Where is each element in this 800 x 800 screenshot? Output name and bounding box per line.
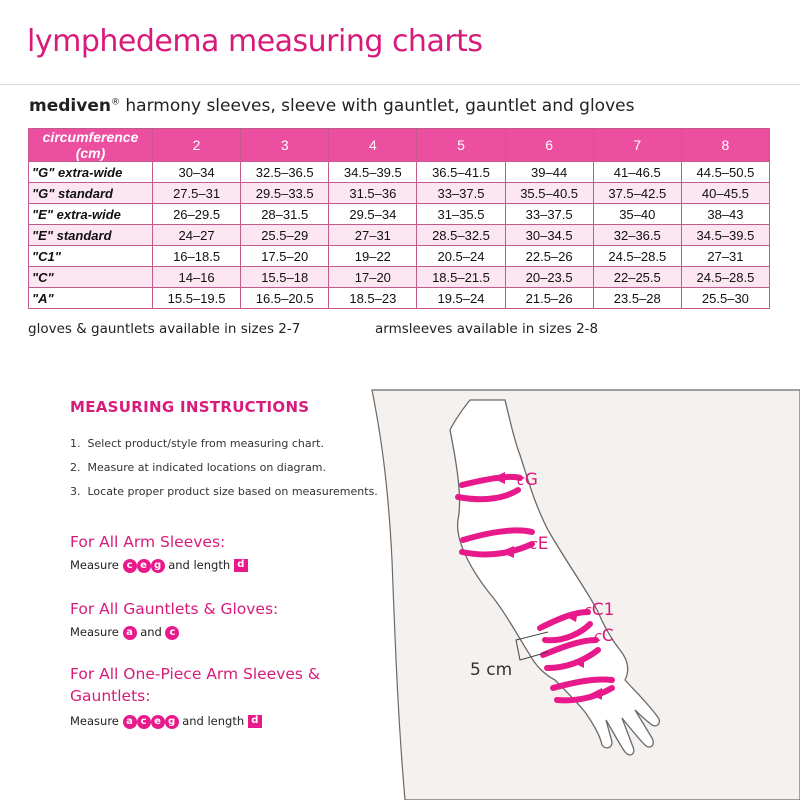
measure-label: Measure <box>70 558 119 572</box>
point-badge: a <box>123 626 137 640</box>
list-item <box>70 485 378 509</box>
header-cell: circumference (cm) <box>29 129 153 162</box>
table-cell: 20.5–24 <box>417 246 505 267</box>
table-cell: 37.5–42.5 <box>593 183 681 204</box>
table-cell: 33–37.5 <box>505 204 593 225</box>
table-cell: 24–27 <box>153 225 241 246</box>
table-cell: 17–20 <box>329 267 417 288</box>
header-cell: 8 <box>681 129 769 162</box>
table-cell: 25.5–30 <box>681 288 769 309</box>
table-header-row <box>29 129 770 162</box>
table-cell: 28–31.5 <box>241 204 329 225</box>
table-cell: 24.5–28.5 <box>681 267 769 288</box>
table-cell: 30–34 <box>153 162 241 183</box>
row-label: "A" <box>29 288 153 309</box>
registered-mark: ® <box>110 97 120 108</box>
armsleeves-availability-note: armsleeves available in sizes 2-8 <box>375 321 599 337</box>
point-badge: c <box>123 559 137 573</box>
arm-diagram <box>360 385 800 800</box>
table-cell: 27–31 <box>681 246 769 267</box>
chart-subtitle <box>29 96 634 116</box>
table-cell: 27.5–31 <box>153 183 241 204</box>
table-row <box>29 183 770 204</box>
and-length-label: and length <box>168 558 231 572</box>
title-divider <box>0 84 800 85</box>
one-piece-title-line1: For All One-Piece Arm Sleeves & <box>70 665 321 683</box>
and-length-label: and length <box>182 714 245 728</box>
table-cell: 18.5–23 <box>329 288 417 309</box>
row-label: "E" standard <box>29 225 153 246</box>
table-cell: 18.5–21.5 <box>417 267 505 288</box>
table-cell: 19–22 <box>329 246 417 267</box>
table-cell: 33–37.5 <box>417 183 505 204</box>
table-cell: 32.5–36.5 <box>241 162 329 183</box>
table-cell: 32–36.5 <box>593 225 681 246</box>
table-cell: 41–46.5 <box>593 162 681 183</box>
step-text: Select product/style from measuring chart. <box>87 437 324 450</box>
label-c: cC <box>594 626 614 646</box>
step-text: Measure at indicated locations on diagram. <box>87 461 327 474</box>
gauntlets-measure <box>70 625 179 640</box>
label-g: cG <box>517 470 538 490</box>
instructions-title: MEASURING INSTRUCTIONS <box>70 398 310 416</box>
table-row <box>29 204 770 225</box>
step-number: 3. <box>70 485 81 498</box>
label-c1: cC1 <box>584 600 615 620</box>
point-badge: e <box>137 559 151 573</box>
brand-name: mediven <box>29 96 111 116</box>
header-cell: 6 <box>505 129 593 162</box>
table-cell: 29.5–34 <box>329 204 417 225</box>
arm-sleeves-title: For All Arm Sleeves: <box>70 533 226 551</box>
step-text: Locate proper product size based on measurements. <box>87 485 378 498</box>
row-label: "E" extra-wide <box>29 204 153 225</box>
table-cell: 39–44 <box>505 162 593 183</box>
gauntlets-title: For All Gauntlets & Gloves: <box>70 600 279 618</box>
header-cell: 7 <box>593 129 681 162</box>
step-number: 1. <box>70 437 81 450</box>
table-cell: 20–23.5 <box>505 267 593 288</box>
point-badge: g <box>151 559 165 573</box>
table-cell: 27–31 <box>329 225 417 246</box>
table-cell: 25.5–29 <box>241 225 329 246</box>
table-cell: 26–29.5 <box>153 204 241 225</box>
table-row <box>29 246 770 267</box>
list-item <box>70 461 378 485</box>
table-cell: 34.5–39.5 <box>681 225 769 246</box>
point-badge: e <box>151 715 165 729</box>
list-item <box>70 437 378 461</box>
row-label: "C" <box>29 267 153 288</box>
measure-label: Measure <box>70 714 119 728</box>
table-cell: 40–45.5 <box>681 183 769 204</box>
table-cell: 19.5–24 <box>417 288 505 309</box>
measure-label: Measure <box>70 625 119 639</box>
measuring-chart-table <box>28 128 770 309</box>
table-cell: 23.5–28 <box>593 288 681 309</box>
table-cell: 31.5–36 <box>329 183 417 204</box>
table-cell: 14–16 <box>153 267 241 288</box>
table-cell: 16.5–20.5 <box>241 288 329 309</box>
header-cell: 3 <box>241 129 329 162</box>
table-cell: 38–43 <box>681 204 769 225</box>
length-badge: d <box>248 715 262 728</box>
five-cm-label: 5 cm <box>470 660 513 680</box>
row-label: "G" standard <box>29 183 153 204</box>
step-number: 2. <box>70 461 81 474</box>
table-row <box>29 267 770 288</box>
arm-sleeves-measure <box>70 558 248 573</box>
table-cell: 22.5–26 <box>505 246 593 267</box>
label-e: cE <box>530 534 549 554</box>
table-cell: 16–18.5 <box>153 246 241 267</box>
instructions-list <box>70 437 378 509</box>
point-badge: c <box>137 715 151 729</box>
table-cell: 35.5–40.5 <box>505 183 593 204</box>
table-cell: 31–35.5 <box>417 204 505 225</box>
table-row <box>29 288 770 309</box>
table-cell: 22–25.5 <box>593 267 681 288</box>
table-cell: 36.5–41.5 <box>417 162 505 183</box>
table-cell: 35–40 <box>593 204 681 225</box>
table-row <box>29 162 770 183</box>
table-cell: 24.5–28.5 <box>593 246 681 267</box>
table-cell: 28.5–32.5 <box>417 225 505 246</box>
subtitle-text: harmony sleeves, sleeve with gauntlet, gauntlet and gloves <box>119 96 635 116</box>
point-badge: g <box>165 715 179 729</box>
and-label: and <box>140 625 162 639</box>
page-title: lymphedema measuring charts <box>27 24 483 59</box>
gloves-availability-note: gloves & gauntlets available in sizes 2-7 <box>28 321 301 337</box>
table-cell: 15.5–19.5 <box>153 288 241 309</box>
row-label: "G" extra-wide <box>29 162 153 183</box>
one-piece-measure <box>70 714 262 729</box>
row-label: "C1" <box>29 246 153 267</box>
point-badge: c <box>165 626 179 640</box>
header-cell: 5 <box>417 129 505 162</box>
table-cell: 34.5–39.5 <box>329 162 417 183</box>
table-cell: 21.5–26 <box>505 288 593 309</box>
header-cell: 2 <box>153 129 241 162</box>
length-badge: d <box>234 559 248 572</box>
table-cell: 29.5–33.5 <box>241 183 329 204</box>
header-cell: 4 <box>329 129 417 162</box>
table-row <box>29 225 770 246</box>
table-cell: 15.5–18 <box>241 267 329 288</box>
table-cell: 17.5–20 <box>241 246 329 267</box>
one-piece-title-line2: Gauntlets: <box>70 687 151 705</box>
table-cell: 30–34.5 <box>505 225 593 246</box>
point-badge: a <box>123 715 137 729</box>
table-cell: 44.5–50.5 <box>681 162 769 183</box>
